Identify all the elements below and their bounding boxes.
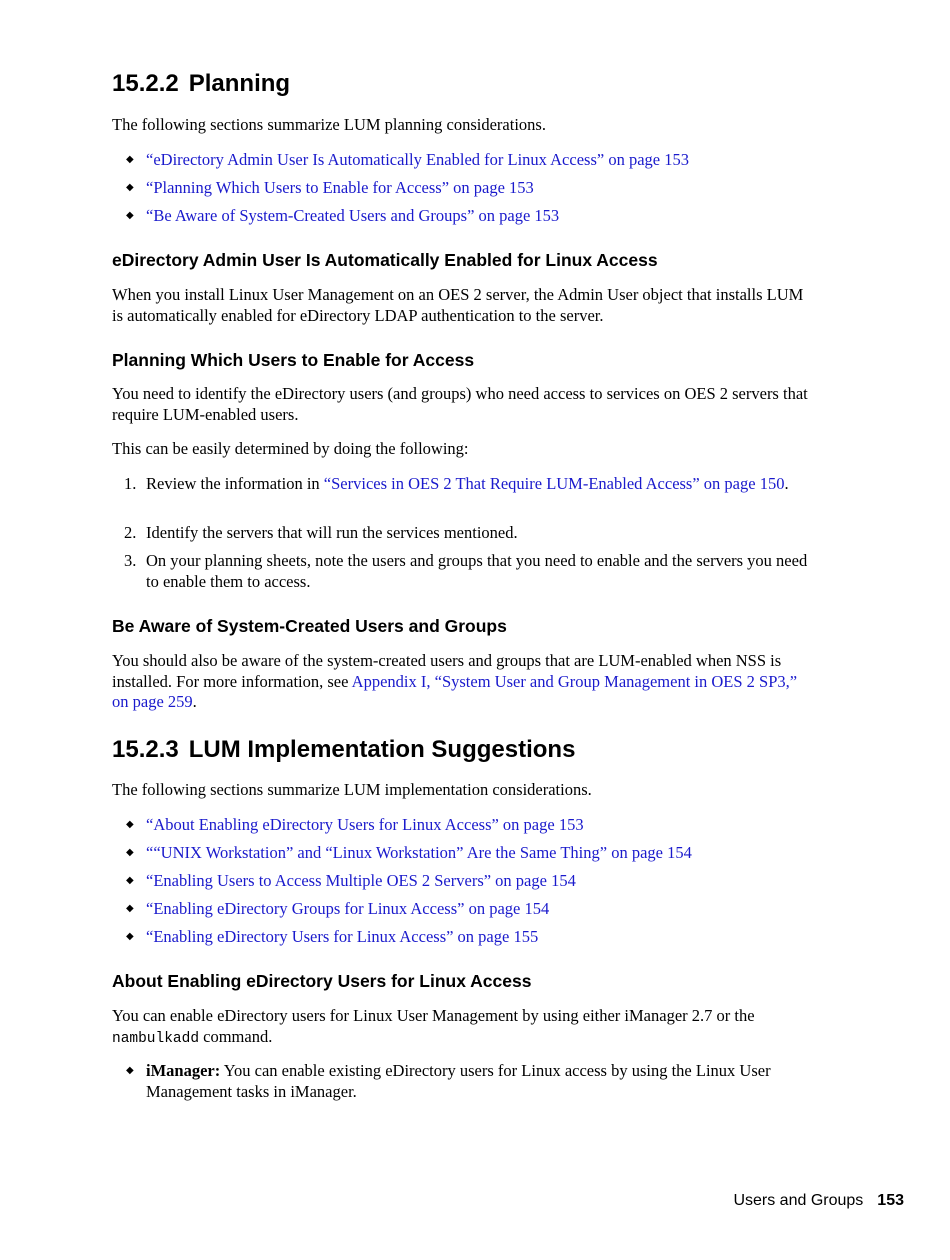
toc-link[interactable]: “Enabling Users to Access Multiple OES 2 Servers” on page 154 <box>146 871 576 890</box>
command-code: nambulkadd <box>112 1030 200 1047</box>
bullet-icon: ◆ <box>126 819 134 830</box>
bullet-icon: ◆ <box>126 154 134 165</box>
bullet-icon: ◆ <box>126 1065 134 1076</box>
bullet-icon: ◆ <box>126 931 134 942</box>
bullet-icon: ◆ <box>126 903 134 914</box>
bullet-icon: ◆ <box>126 182 134 193</box>
toc-link[interactable]: “Be Aware of System-Created Users and Groups” on page 153 <box>146 206 560 225</box>
step-number: 2. <box>124 523 137 542</box>
subheading-admin-user: eDirectory Admin User Is Automatically Enabled for Linux Access <box>112 250 658 270</box>
footer-section: Users and Groups <box>733 1192 864 1209</box>
admin-user-body: When you install Linux User Management on an OES 2 server, the Admin User object that installs LUM is automatically enabled for eDirectory LDAP authentication to the server. <box>112 285 804 325</box>
bullet-label: iManager: <box>146 1061 221 1080</box>
about-enabling-body: You can enable eDirectory users for Linux User Management by using either iManager 2.7 or the nambulkadd command. <box>112 1006 755 1047</box>
toc-link[interactable]: “About Enabling eDirectory Users for Linux Access” on page 153 <box>146 815 584 834</box>
section-heading-planning: 15.2.2 Planning <box>112 70 291 97</box>
page-footer <box>733 1192 904 1210</box>
subheading-planning-users: Planning Which Users to Enable for Access <box>112 350 475 370</box>
appendix-link[interactable]: Appendix I, “System User and Group Management in OES 2 SP3,” on page 259 <box>112 671 798 711</box>
toc-link[interactable]: “Enabling eDirectory Users for Linux Access” on page 155 <box>146 927 539 946</box>
implementation-intro: The following sections summarize LUM implementation considerations. <box>112 780 592 799</box>
planning-users-body: You need to identify the eDirectory users (and groups) who need access to services on OES 2 servers that require LUM-enabled users. <box>112 384 808 424</box>
bullet-icon: ◆ <box>126 210 134 221</box>
step-number: 3. <box>124 551 137 570</box>
bullet-icon: ◆ <box>126 875 134 886</box>
subheading-about-enabling: About Enabling eDirectory Users for Linux Access <box>112 971 532 991</box>
toc-link[interactable]: “Enabling eDirectory Groups for Linux Access” on page 154 <box>146 899 550 918</box>
toc-link[interactable]: “Planning Which Users to Enable for Access” on page 153 <box>146 178 534 197</box>
subheading-system-created: Be Aware of System-Created Users and Groups <box>112 616 507 636</box>
toc-link[interactable]: ““UNIX Workstation” and “Linux Workstation” Are the Same Thing” on page 154 <box>146 843 692 862</box>
planning-users-lead: This can be easily determined by doing the following: <box>112 439 469 458</box>
system-created-body: You should also be aware of the system-created users and groups that are LUM-enabled when NSS is installed. For more information, see Appendix I, “System User and Group Management in OES 2 SP3,” on page 259. <box>112 651 798 711</box>
toc-link[interactable]: “eDirectory Admin User Is Automatically Enabled for Linux Access” on page 153 <box>146 150 689 169</box>
page-number: 153 <box>877 1192 904 1209</box>
step-number: 1. <box>124 474 137 493</box>
bullet-icon: ◆ <box>126 847 134 858</box>
cross-reference-link[interactable]: “Services in OES 2 That Require LUM-Enabled Access” on page 150 <box>323 474 785 493</box>
section-heading-implementation: 15.2.3 LUM Implementation Suggestions <box>112 736 576 763</box>
planning-intro: The following sections summarize LUM planning considerations. <box>112 115 546 134</box>
